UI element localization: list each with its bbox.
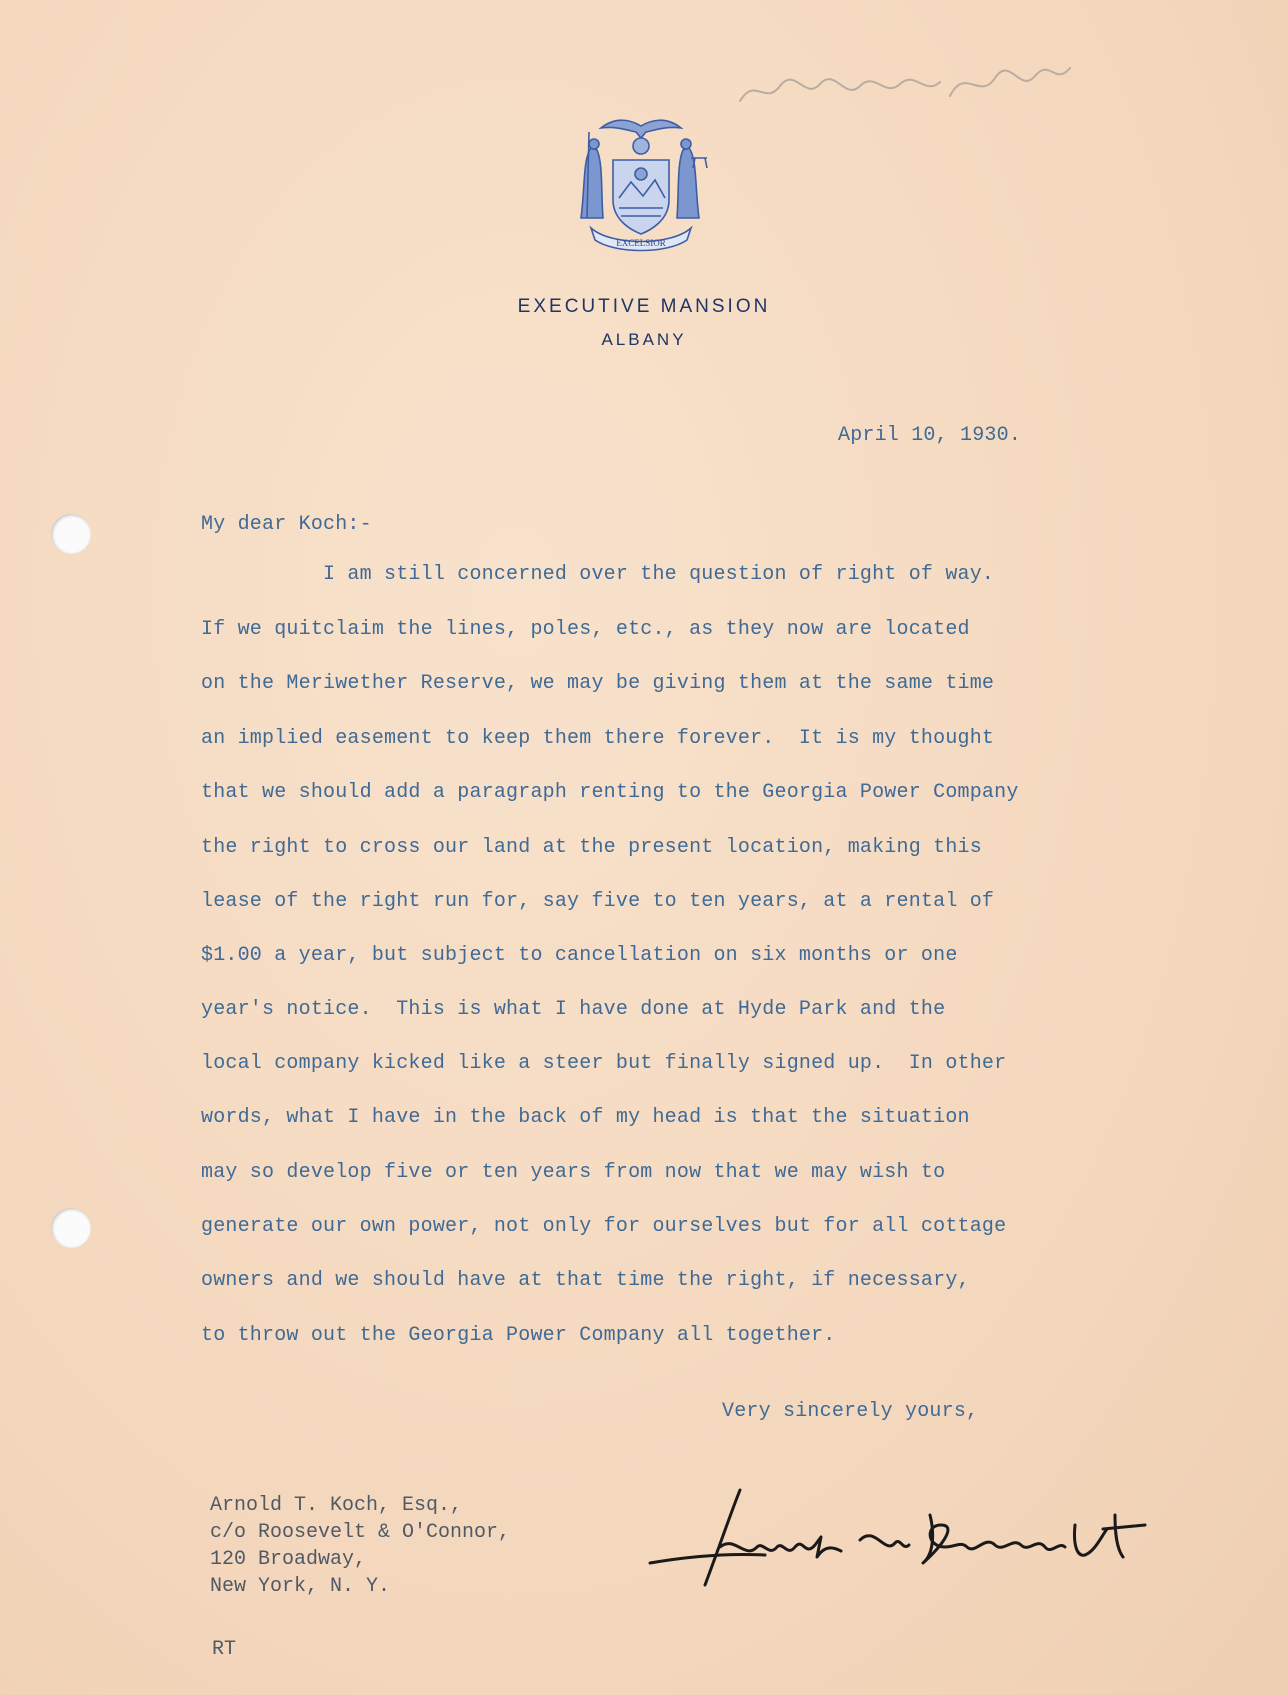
recipient-care-of: c/o Roosevelt & O'Connor, xyxy=(210,1521,511,1544)
salutation: My dear Koch:- xyxy=(201,513,372,536)
body-line: year's notice. This is what I have done at Hyde Park and the xyxy=(201,998,946,1021)
body-line: words, what I have in the back of my head is that the situation xyxy=(201,1106,970,1129)
body-line: lease of the right run for, say five to ten years, at a rental of xyxy=(201,890,995,913)
body-line: may so develop five or ten years from now that we may wish to xyxy=(201,1161,946,1184)
punch-hole-bottom xyxy=(51,1208,91,1248)
body-line: If we quitclaim the lines, poles, etc., as they now are located xyxy=(201,618,970,641)
recipient-city: New York, N. Y. xyxy=(210,1575,391,1598)
closing: Very sincerely yours, xyxy=(722,1400,979,1423)
recipient-name: Arnold T. Koch, Esq., xyxy=(210,1494,463,1517)
body-line: local company kicked like a steer but finally signed up. In other xyxy=(201,1052,1007,1075)
body-line: the right to cross our land at the present location, making this xyxy=(201,836,982,859)
state-seal-emblem xyxy=(551,108,731,263)
body-line: to throw out the Georgia Power Company all together. xyxy=(201,1324,836,1347)
pencil-note-annotation xyxy=(735,56,1075,116)
body-line: an implied easement to keep them there forever. It is my thought xyxy=(201,727,995,750)
body-line: on the Meriwether Reserve, we may be giving them at the same time xyxy=(201,672,995,695)
body-line: that we should add a paragraph renting to the Georgia Power Company xyxy=(201,781,1019,804)
letter-date: April 10, 1930. xyxy=(838,424,1022,447)
recipient-street: 120 Broadway, xyxy=(210,1548,367,1571)
letterhead-title: EXECUTIVE MANSION xyxy=(517,296,771,317)
seal-motto: EXCELSIOR xyxy=(616,238,666,248)
letterhead-city: ALBANY xyxy=(601,330,687,349)
body-line: generate our own power, not only for ourselves but for all cottage xyxy=(201,1215,1007,1238)
typist-initials: RT xyxy=(212,1638,237,1661)
punch-hole-top xyxy=(51,514,91,554)
body-line: $1.00 a year, but subject to cancellation on six months or one xyxy=(201,944,958,967)
body-line: I am still concerned over the question of right of way. xyxy=(201,563,995,586)
body-line: owners and we should have at that time the right, if necessary, xyxy=(201,1269,970,1292)
handwritten-signature xyxy=(645,1485,1165,1595)
